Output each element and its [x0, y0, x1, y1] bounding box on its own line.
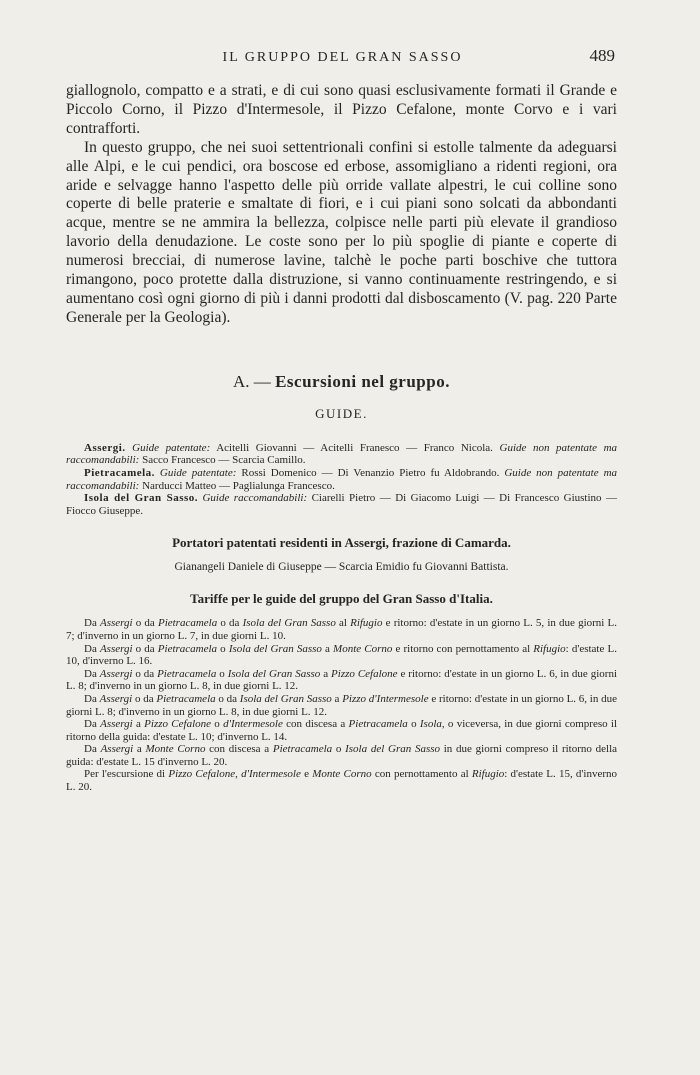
tariff-text: o — [216, 667, 228, 680]
guide-names: Rossi Domenico — Di Venanzio Pietro fu Aldobrando. — [241, 466, 500, 479]
tariff-text: con discesa a — [282, 718, 349, 731]
guides-list — [66, 442, 617, 518]
tariff-text: con discesa a — [205, 743, 273, 756]
place-name: Assergi — [100, 617, 133, 630]
tariff-text: o da — [215, 692, 240, 705]
tariff-text: : d'estate L. 15, d'inverno L. 20. — [66, 768, 617, 794]
guide-category: Guide patentate: — [132, 441, 211, 454]
place-name: Rifugio — [471, 768, 505, 781]
tariff-entry — [66, 718, 617, 743]
tariff-entry — [66, 668, 617, 693]
tariff-text: Per l'escursione di — [84, 768, 169, 781]
porters-heading: Portatori patentati residenti in Assergi, frazione di Camarda. — [172, 535, 511, 551]
guide-category: Guide patentate: — [159, 466, 237, 479]
tariff-text: o — [332, 743, 346, 756]
tariff-text: a — [320, 667, 332, 680]
tariff-text: e — [300, 768, 313, 781]
tariff-text: o — [217, 642, 229, 655]
tariff-text: a — [331, 692, 343, 705]
tariff-text: Da — [84, 642, 100, 655]
tariff-text: Da — [84, 692, 100, 705]
place-name: Isola del Gran Sasso — [227, 667, 321, 680]
tariff-text: Da — [84, 617, 100, 630]
page-body — [66, 82, 617, 794]
place-name: Pietracamela — [157, 642, 218, 655]
guide-category: Guide non patentate ma raccomandabili: — [66, 441, 618, 467]
place-name: Pietracamela — [156, 692, 216, 705]
tariff-text: : d'estate L. 10, d'inverno L. 16. — [66, 642, 617, 668]
guide-names: Narducci Matteo — Paglialunga Francesco. — [142, 479, 335, 492]
tariff-text: e ritorno con pernottamento al — [392, 642, 534, 655]
place-name: Pietracamela — [157, 617, 218, 630]
guide-place: Pietracamela. — [84, 466, 155, 479]
tariff-text: o — [407, 718, 420, 731]
place-name: Isola del Gran Sasso — [228, 642, 322, 655]
prose-section — [66, 82, 617, 328]
tariff-text: e ritorno: d'estate in un giorno L. 5, in due giorni L. 7; d'inverno in un giorno L. 7, in due giorni L. 10. — [66, 617, 617, 642]
place-name: Pietracamela — [348, 718, 408, 731]
prose-paragraph: giallognolo, compatto e a strati, e di cui sono quasi esclusivamente formati il Grande e Piccolo Corno, il Pizzo d'Intermesole, il Pizzo Cefalone, monte Corvo e i vari contrafforti. — [66, 82, 617, 137]
place-name: Isola del Gran Sasso — [345, 743, 441, 756]
section-title — [66, 372, 617, 392]
tariff-text: a — [321, 642, 334, 655]
tariff-text: o da — [132, 617, 158, 630]
place-name: Assergi — [99, 692, 133, 705]
place-name: Assergi — [100, 718, 133, 731]
tariff-text: , — [235, 768, 242, 781]
prose-paragraph: In questo gruppo, che nei suoi settentrionali confini si estolle talmente da adeguarsi alle Alpi, e le cui pendici, ora boscose ed erbose, assomigliano a ridenti regioni, ora aride e selvagge hanno l'aspetto delle più orride vallate alpestri, le cui colline sono coperte di belle praterie e smaltate di fiori, e i cui piani sono solcati da abbondanti acque, mentre se ne ammira la bellezza, colpisce nelle parti più elevate il grandioso lavorio della denudazione. Le coste sono per lo più spoglie di piante e coperte di numerosi brecciai, di numerose lavine, talchè le poche parti boschive che tuttora rimangono, poco protette dalla distruzione, si vanno continuamente restringendo, e si aumentano così ogni giorno di più i danni prodotti dal disboscamento (V. pag. 220 Parte Generale per la Geologia). — [66, 138, 617, 326]
tariffs-list — [66, 617, 617, 793]
place-name: Pizzo Cefalone — [144, 718, 212, 731]
tariff-text: o da — [217, 617, 243, 630]
tariff-text: in due giorni compreso il ritorno della guida: d'estate L. 15 d'inverno L. 20. — [66, 743, 618, 768]
place-name: Isola — [419, 718, 442, 731]
place-name: Assergi — [99, 667, 133, 680]
place-name: Pizzo d'Intermesole — [342, 692, 429, 705]
porters-names: Gianangeli Daniele di Giuseppe — Scarcia Emidio fu Giovanni Battista. — [174, 561, 509, 574]
guide-entry — [66, 442, 617, 467]
tariff-text: e ritorno: d'estate in un giorno L. 6, in due giorni L. 8; d'inverno in un giorno L. 8, in due giorni L. 12. — [66, 667, 617, 693]
guide-entry — [66, 492, 617, 517]
place-name: Monte Corno — [312, 768, 372, 781]
tariff-text: a — [133, 743, 146, 756]
section-letter: A. — — [233, 371, 271, 391]
place-name: Pizzo Cefalone — [331, 667, 398, 680]
running-title: IL GRUPPO DEL GRAN SASSO — [222, 50, 463, 65]
place-name: Pietracamela — [157, 667, 217, 680]
page-number: 489 — [589, 46, 615, 65]
tariff-entry — [66, 693, 617, 718]
guide-place: Assergi. — [84, 441, 126, 454]
section-heading: Escursioni nel gruppo. — [275, 371, 450, 391]
place-name: Rifugio — [350, 617, 383, 630]
place-name: Rifugio — [533, 642, 566, 655]
tariff-text: Da — [84, 743, 101, 756]
guide-place: Isola del Gran Sasso. — [84, 492, 199, 505]
place-name: Assergi — [99, 642, 133, 655]
place-name: Pizzo Cefalone — [168, 768, 236, 781]
tariff-text: o da — [132, 642, 158, 655]
guide-entry — [66, 467, 617, 492]
tariff-text: o da — [132, 692, 157, 705]
tariff-entry — [66, 768, 617, 793]
guides-heading: GUIDE. — [315, 405, 368, 421]
tariff-text: , o viceversa, in due giorni compreso il ritorno della guida: d'estate L. 10; d'inverno L. 14. — [66, 718, 618, 743]
tariff-text: Da — [84, 667, 100, 680]
tariff-text: e ritorno: d'estate in un giorno L. 6, in due giorni L. 8; d'inverno in un giorno L. 8, in due giorni L. 12. — [66, 692, 618, 718]
tariff-text: o da — [132, 667, 158, 680]
guide-names: Sacco Francesco — Scarcia Camillo. — [142, 454, 306, 467]
guide-names: Ciarelli Pietro — Di Giacomo Luigi — Di Francesco Giustino — Fiocco Giuseppe. — [66, 492, 617, 517]
tariff-text: Da — [84, 718, 101, 731]
tariff-text: a — [132, 718, 145, 731]
tariff-text: con pernottamento al — [371, 768, 472, 781]
place-name: Monte Corno — [145, 743, 206, 756]
guide-category: Guide raccomandabili: — [202, 492, 308, 505]
guide-category: Guide non patentate ma raccomandabili: — [66, 466, 618, 492]
tariff-entry — [66, 743, 617, 768]
tariffs-heading: Tariffe per le guide del gruppo del Gran Sasso d'Italia. — [190, 591, 493, 607]
guide-names: Acitelli Giovanni — Acitelli Franesco — Franco Nicola. — [216, 441, 493, 454]
tariff-entry — [66, 643, 617, 668]
place-name: Assergi — [100, 743, 134, 756]
place-name: d'Intermesole — [223, 718, 283, 731]
tariff-text: al — [335, 617, 351, 630]
place-name: Pietracamela — [272, 743, 333, 756]
tariff-entry — [66, 617, 617, 642]
place-name: d'Intermesole — [241, 768, 301, 781]
place-name: Isola del Gran Sasso — [242, 617, 336, 630]
tariff-text: o — [211, 718, 224, 731]
place-name: Monte Corno — [333, 642, 393, 655]
place-name: Isola del Gran Sasso — [239, 692, 332, 705]
